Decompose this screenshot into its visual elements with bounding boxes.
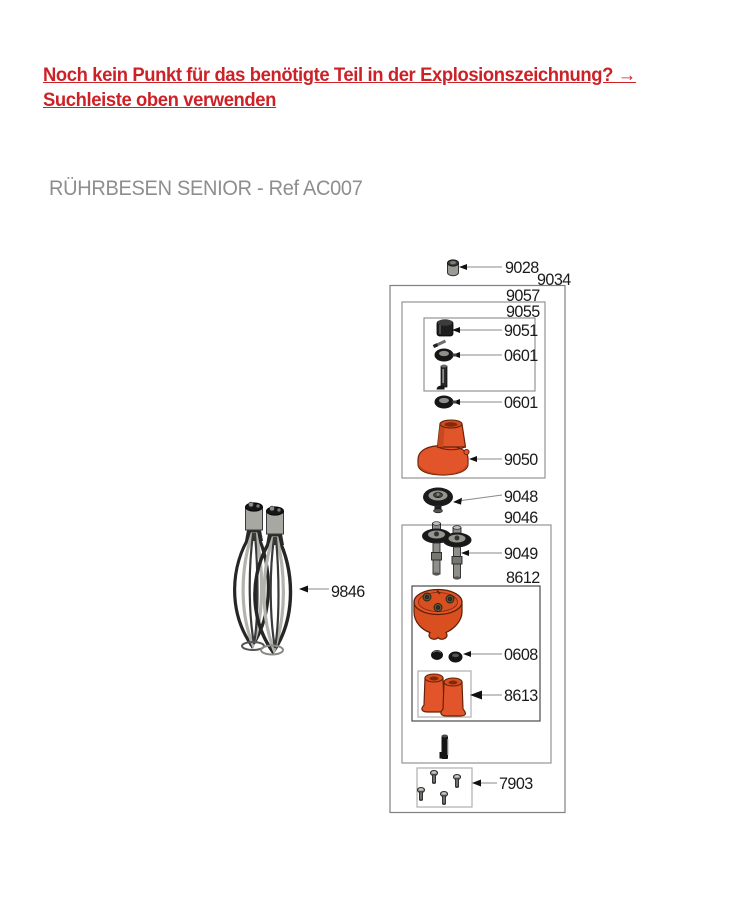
part-9048-drawing xyxy=(423,488,453,513)
part-label-9057: 9057 xyxy=(506,286,540,305)
part-label-9055: 9055 xyxy=(506,302,540,321)
part-lower-pin-drawing xyxy=(440,735,449,760)
part-label-8612: 8612 xyxy=(506,568,540,587)
part-label-9034: 9034 xyxy=(537,270,571,289)
part-pin-drawing xyxy=(434,341,446,347)
part-label-8613: 8613 xyxy=(504,686,538,705)
part-label-9050: 9050 xyxy=(504,450,538,469)
part-7903-drawing xyxy=(417,770,460,805)
part-label-9048: 9048 xyxy=(504,487,538,506)
part-label-0601-lower: 0601 xyxy=(504,393,538,412)
part-label-9051: 9051 xyxy=(504,321,538,340)
part-8612-drawing xyxy=(414,590,462,640)
part-8613-drawing xyxy=(422,674,465,716)
part-0608-drawing xyxy=(431,650,463,663)
part-label-7903: 7903 xyxy=(499,774,533,793)
search-hint-line2[interactable]: Suchleiste oben verwenden xyxy=(43,90,277,111)
part-9846-drawing xyxy=(235,502,291,654)
part-label-9846: 9846 xyxy=(331,582,365,601)
group-boxes xyxy=(390,286,565,813)
part-label-9046: 9046 xyxy=(504,508,538,527)
part-9028-drawing xyxy=(448,260,459,276)
part-0601a-drawing xyxy=(435,349,457,362)
part-shaft-drawing xyxy=(437,365,448,390)
part-9050-drawing xyxy=(418,420,469,475)
part-label-9049: 9049 xyxy=(504,544,538,563)
page-title: RÜHRBESEN SENIOR - Ref AC007 xyxy=(49,177,363,200)
search-hint-line1[interactable]: Noch kein Punkt für das benötigte Teil in der Explosionszeichnung? → xyxy=(43,65,636,86)
part-label-9028: 9028 xyxy=(505,258,539,277)
part-0601b-drawing xyxy=(435,396,457,409)
part-9049-drawing xyxy=(422,522,472,580)
part-9051-drawing xyxy=(437,319,453,336)
part-label-0601-upper: 0601 xyxy=(504,346,538,365)
part-label-0608: 0608 xyxy=(504,645,538,664)
